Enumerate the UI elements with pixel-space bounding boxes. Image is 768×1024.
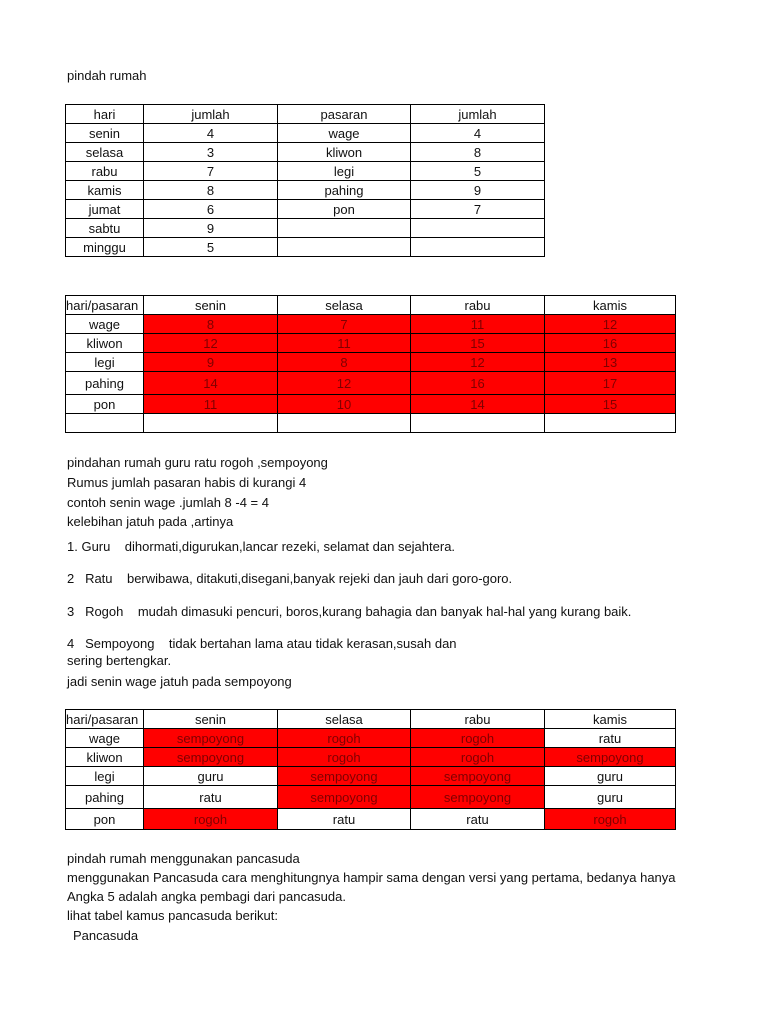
table-row [66,748,676,767]
table-cell: sempoyong [278,786,411,809]
table-cell: ratu [545,729,676,748]
table-row [66,414,676,433]
table-row [66,334,676,353]
table-cell: selasa [66,143,144,162]
table-cell: 11 [411,315,545,334]
table-cell [66,414,144,433]
table-cell: rogoh [411,748,545,767]
table-cell: 10 [278,395,411,414]
table-row [66,372,676,395]
header-cell: rabu [411,296,545,315]
table-cell: 11 [278,334,411,353]
table-cell: pahing [278,181,411,200]
table-cell: rogoh [278,748,411,767]
table-cell [411,219,545,238]
table-cell: 17 [545,372,676,395]
header-cell: selasa [278,296,411,315]
table-cell: ratu [411,809,545,830]
text-line: pindahan rumah guru ratu rogoh ,sempoyong [67,455,328,470]
list-item-continuation: sering bertengkar. [67,653,172,668]
text-line: contoh senin wage .jumlah 8 -4 = 4 [67,495,269,510]
table-cell: sabtu [66,219,144,238]
list-item: 2 Ratu berwibawa, ditakuti,disegani,banyak rejeki dan jauh dari goro-goro. [67,571,513,586]
table-row [66,219,545,238]
text-line: Rumus jumlah pasaran habis di kurangi 4 [67,475,307,490]
list-item: 1. Guru dihormati,digurukan,lancar rezeki, selamat dan sejahtera. [67,539,456,554]
table-header-row [66,710,676,729]
table-row [66,786,676,809]
table-cell: legi [66,767,144,786]
table-cell: 11 [144,395,278,414]
text-line: lihat tabel kamus pancasuda berikut: [67,908,279,923]
table-row [66,767,676,786]
list-item: 4 Sempoyong tidak bertahan lama atau tidak kerasan,susah dan [67,636,457,651]
table-header-row [66,296,676,315]
table-cell: 9 [411,181,545,200]
table-cell [144,414,278,433]
table-row [66,238,545,257]
header-cell: jumlah [144,105,278,124]
table-cell: wage [66,315,144,334]
table-cell [278,219,411,238]
table-cell [411,414,545,433]
table-cell: 8 [144,315,278,334]
table-cell: 12 [144,334,278,353]
text-line: menggunakan Pancasuda cara menghitungnya hampir sama dengan versi yang pertama, bedanya hanya [67,870,676,885]
table-cell [278,414,411,433]
table-cell: 5 [411,162,545,181]
header-cell: rabu [411,710,545,729]
table-cell [278,238,411,257]
table-cell: 16 [411,372,545,395]
table-cell: guru [545,786,676,809]
table-cell: 15 [411,334,545,353]
header-cell: hari/pasaran [66,710,144,729]
table-cell: ratu [278,809,411,830]
table-row [66,200,545,219]
table-row [66,181,545,200]
table-cell: legi [66,353,144,372]
table-cell: pon [278,200,411,219]
table-row [66,729,676,748]
header-cell: senin [144,296,278,315]
table-cell: rogoh [411,729,545,748]
table-cell: 9 [144,219,278,238]
table-cell: guru [144,767,278,786]
table-hari-pasaran-jumlah [65,104,545,257]
table-jumlah-hari-pasaran [65,295,676,433]
table-cell: 8 [278,353,411,372]
header-cell: hari [66,105,144,124]
table-cell: wage [66,729,144,748]
table-cell: rogoh [144,809,278,830]
header-cell: jumlah [411,105,545,124]
table-cell: pahing [66,786,144,809]
table-cell: legi [278,162,411,181]
table-row [66,395,676,414]
header-cell: pasaran [278,105,411,124]
table-cell: rogoh [545,809,676,830]
header-cell: hari/pasaran [66,296,144,315]
table-cell: kliwon [66,748,144,767]
table-cell: 5 [144,238,278,257]
table-cell: rogoh [278,729,411,748]
table-cell: 14 [411,395,545,414]
text-line: kelebihan jatuh pada ,artinya [67,514,234,529]
table-cell: 8 [411,143,545,162]
table-cell: sempoyong [411,767,545,786]
table-cell: 7 [144,162,278,181]
table-cell: 6 [144,200,278,219]
table-cell: sempoyong [278,767,411,786]
table-row [66,162,545,181]
table-cell: rabu [66,162,144,181]
table-cell: kliwon [66,334,144,353]
table-row [66,809,676,830]
table-row [66,143,545,162]
table-cell: pon [66,809,144,830]
text-line: Angka 5 adalah angka pembagi dari pancasuda. [67,889,346,904]
table-cell: sempoyong [545,748,676,767]
table-cell: 12 [411,353,545,372]
page-title: pindah rumah [67,68,147,83]
table-cell: kliwon [278,143,411,162]
table-cell: ratu [144,786,278,809]
table-row [66,315,676,334]
table-row [66,124,545,143]
table-cell: 16 [545,334,676,353]
table-cell: 13 [545,353,676,372]
table-header-row [66,105,545,124]
header-cell: selasa [278,710,411,729]
table-cell: sempoyong [144,729,278,748]
table-cell: 3 [144,143,278,162]
table-cell: 7 [278,315,411,334]
table-cell: pon [66,395,144,414]
table-cell: 8 [144,181,278,200]
table-row [66,353,676,372]
table-cell: jumat [66,200,144,219]
header-cell: kamis [545,710,676,729]
table-cell: 12 [278,372,411,395]
text-line: Pancasuda [73,928,139,943]
table-cell [545,414,676,433]
table-cell: kamis [66,181,144,200]
table-result-pasaran [65,709,676,830]
table-cell: sempoyong [144,748,278,767]
text-line: jadi senin wage jatuh pada sempoyong [67,674,292,689]
table-cell: 4 [144,124,278,143]
table-cell: 9 [144,353,278,372]
table-cell: 14 [144,372,278,395]
header-cell: senin [144,710,278,729]
header-cell: kamis [545,296,676,315]
table-cell [411,238,545,257]
table-cell: 15 [545,395,676,414]
table-cell: 12 [545,315,676,334]
table-cell: wage [278,124,411,143]
table-cell: 7 [411,200,545,219]
table-cell: guru [545,767,676,786]
table-cell: senin [66,124,144,143]
table-cell: 4 [411,124,545,143]
table-cell: minggu [66,238,144,257]
list-item: 3 Rogoh mudah dimasuki pencuri, boros,kurang bahagia dan banyak hal-hal yang kurang baik. [67,604,632,619]
table-cell: pahing [66,372,144,395]
table-cell: sempoyong [411,786,545,809]
text-line: pindah rumah menggunakan pancasuda [67,851,300,866]
